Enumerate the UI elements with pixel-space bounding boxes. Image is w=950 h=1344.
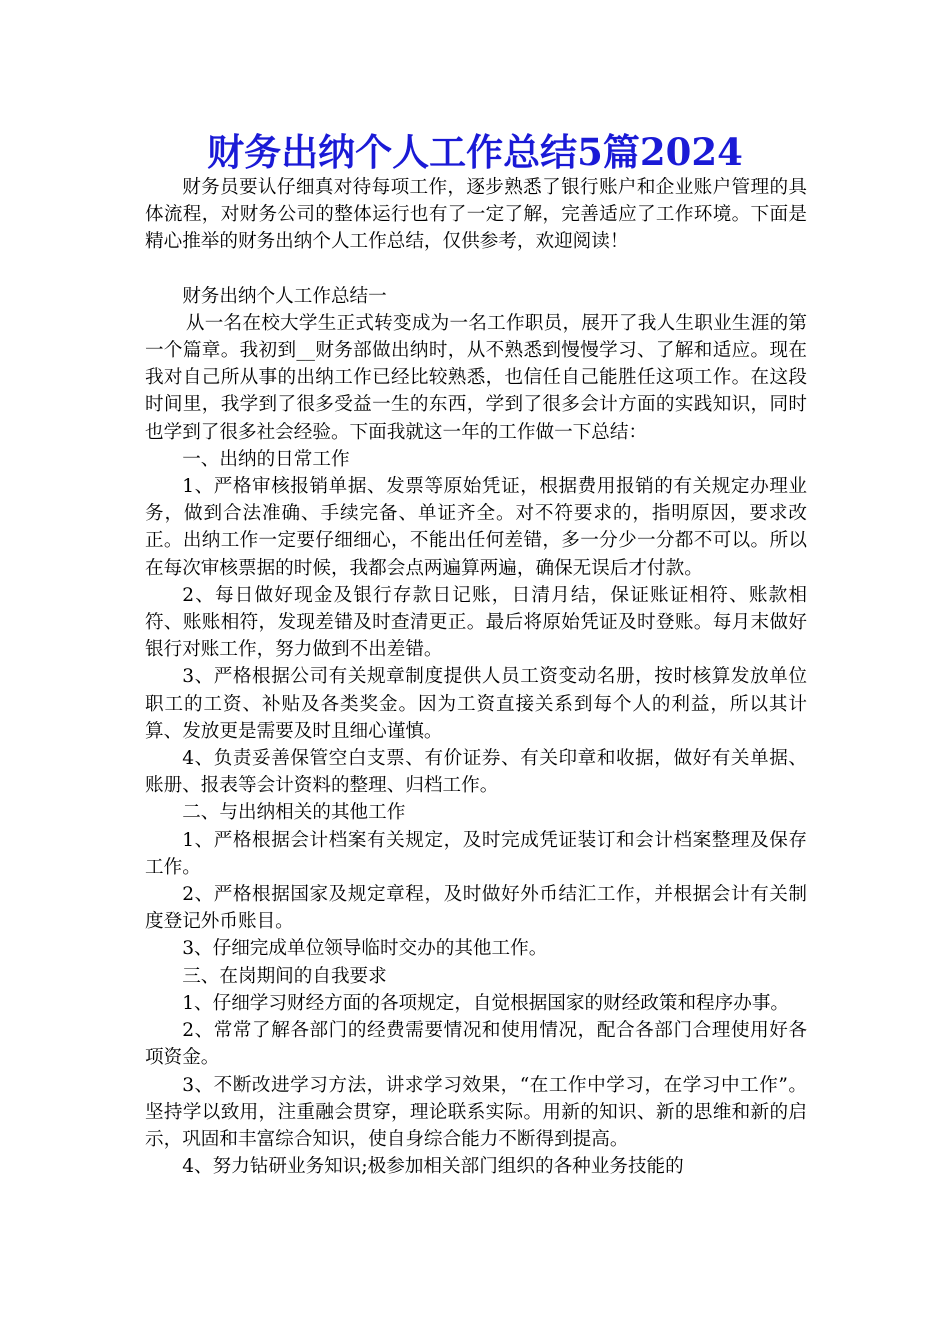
body-paragraph: 4、负责妥善保管空白支票、有价证券、有关印章和收据，做好有关单据、账册、报表等会计资料的整理、归档工作。 (145, 748, 807, 797)
body-paragraph: 1、仔细学习财经方面的各项规定，自觉根据国家的财经政策和程序办事。 (182, 992, 790, 1014)
blank-line (145, 256, 807, 283)
body-paragraph: 3、严格根据公司有关规章制度提供人员工资变动名册，按时核算发放单位职工的工资、补贴及各类奖金。因为工资直接关系到每个人的利益，所以其计算、发放更是需要及时且细心谨慎。 (145, 666, 807, 742)
body-paragraph: 3、仔细完成单位领导临时交办的其他工作。 (182, 938, 548, 960)
body-paragraph: 2、严格根据国家及规定章程，及时做好外币结汇工作，并根据会计有关制度登记外币账目。 (145, 884, 807, 933)
intro-paragraph: 财务员要认仔细真对待每项工作，逐步熟悉了银行账户和企业账户管理的具体流程，对财务公司的整体运行也有了一定了解，完善适应了工作环境。下面是精心推举的财务出纳个人工作总结，仅供参考，欢迎阅读！ (145, 177, 807, 253)
document-body (145, 174, 807, 1180)
body-paragraph: 3、不断改进学习方法，讲求学习效果，“在工作中学习，在学习中工作”。坚持学以致用，注重融会贯穿，理论联系实际。用新的知识、新的思维和新的启示，巩固和丰富综合知识，使自身综合能力不断得到提高。 (145, 1074, 807, 1150)
body-paragraph: 4、努力钻研业务知识;极参加相关部门组织的各种业务技能的 (182, 1156, 684, 1178)
section-heading: 三、在岗期间的自我要求 (182, 965, 387, 987)
body-paragraph: 2、常常了解各部门的经费需要情况和使用情况，配合各部门合理使用好各项资金。 (145, 1020, 807, 1069)
section-heading: 一、出纳的日常工作 (182, 448, 350, 470)
section-heading: 财务出纳个人工作总结一 (182, 285, 387, 307)
section-heading: 二、与出纳相关的其他工作 (182, 802, 406, 824)
body-paragraph: 从一名在校大学生正式转变成为一名工作职员，展开了我人生职业生涯的第一个篇章。我初到__财务部做出纳时，从不熟悉到慢慢学习、了解和适应。现在我对自己所从事的出纳工作已经比较熟悉，也信任自己能胜任这项工作。在这段时间里，我学到了很多受益一生的东西，学到了很多会计方面的实践知识，同时也学到了很多社会经验。下面我就这一年的工作做一下总结： (145, 312, 807, 443)
body-paragraph: 1、严格审核报销单据、发票等原始凭证，根据费用报销的有关规定办理业务，做到合法准确、手续完备、单证齐全。对不符要求的，指明原因，要求改正。出纳工作一定要仔细细心，不能出任何差错，多一分少一分都不可以。所以在每次审核票据的时候，我都会点两遍算两遍，确保无误后才付款。 (145, 476, 807, 579)
document-title: 财务出纳个人工作总结5篇2024 (207, 130, 743, 174)
body-paragraph: 2、每日做好现金及银行存款日记账，日清月结，保证账证相符、账款相符、账账相符，发现差错及时查清更正。最后将原始凭证及时登账。每月末做好银行对账工作，努力做到不出差错。 (145, 584, 807, 661)
body-paragraph: 1、严格根据会计档案有关规定，及时完成凭证装订和会计档案整理及保存工作。 (145, 829, 807, 878)
